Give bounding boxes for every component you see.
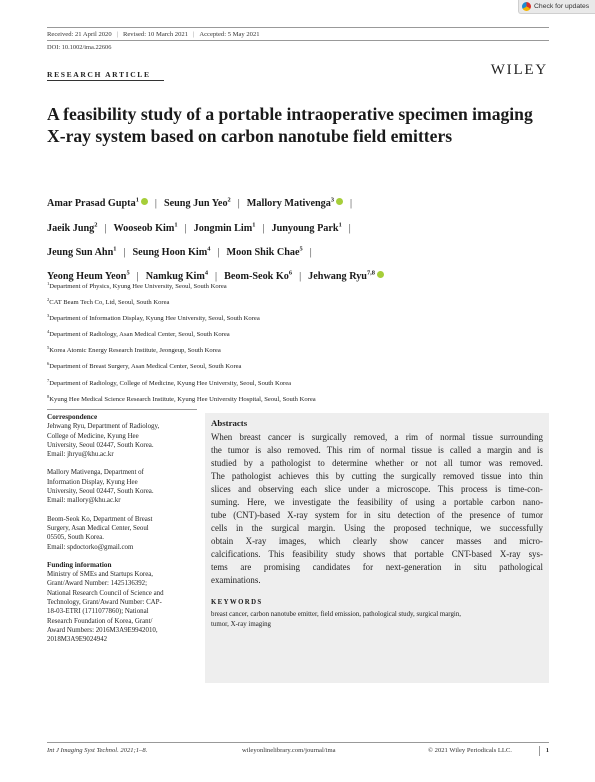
author-affiliation-ref: 1 — [252, 221, 256, 229]
abstract-word: whether — [374, 457, 404, 468]
abstract-word: show — [389, 535, 409, 546]
abstract-word: the — [338, 496, 350, 507]
abstract-word: X-ray — [287, 509, 308, 520]
correspondence-block — [47, 468, 197, 505]
abstract-word: to — [317, 457, 325, 468]
correspondence-line: Beom-Seok Ko, Department of Breast — [47, 515, 153, 523]
correspondence-line: 05505, South Korea. — [47, 534, 105, 542]
publisher-logo: WILEY — [490, 62, 548, 78]
affiliation-text: Department of Information Display, Kyung Hee University, Seoul, South Korea — [49, 315, 260, 323]
author-separator: | — [350, 198, 353, 210]
correspondence-line: Email: mallory@khu.ac.kr — [47, 497, 121, 505]
keywords-line: breast cancer, carbon nanotube emitter, field emission, pathological study, surgical margin, — [211, 610, 461, 618]
accepted-date: Accepted: 5 May 2021 — [199, 31, 260, 38]
affiliation-text: Kyung Hee Medical Science Research Institute, Kyung Hee University Hospital, Seoul, South Korea — [49, 395, 316, 403]
affiliation-item — [47, 278, 547, 294]
author-affiliation-ref: 5 — [126, 269, 130, 277]
abstract-word: pathologist — [271, 457, 311, 468]
sidebar — [47, 409, 197, 645]
author-affiliation-ref: 4 — [204, 269, 209, 277]
abstract-word: which — [318, 535, 341, 546]
keywords-line: tumor, X-ray imaging — [211, 620, 272, 628]
abstract-word: This — [437, 483, 454, 494]
abstract-word: study — [335, 548, 356, 559]
abstract-line — [211, 483, 543, 496]
abstract-word: slices — [211, 483, 231, 494]
author-name[interactable]: Seung Hoon Kim$^4$ — [132, 245, 211, 258]
funding-heading: Funding information — [47, 560, 112, 569]
funding-line: Grant/Award Number: 1425136392; — [47, 580, 148, 588]
abstract-word: of — [425, 432, 433, 442]
abstract-word: X-ray — [245, 535, 267, 546]
affiliation-number: 7 — [47, 377, 50, 383]
abstract-word: the — [373, 522, 385, 533]
abstract-word: that — [393, 548, 407, 559]
correspondence — [47, 422, 197, 552]
abstract-word: is — [255, 444, 262, 455]
affiliation-number: 8 — [47, 393, 50, 399]
abstract-word: tumor — [227, 444, 250, 455]
abstract-word: for — [346, 509, 357, 520]
author-affiliation-ref: 5 — [299, 245, 303, 253]
abstract-word: tissue — [472, 432, 493, 442]
top-rule — [47, 27, 549, 28]
abstract-word: a — [442, 496, 447, 507]
abstract-word: removed. — [287, 444, 321, 455]
affiliation-item — [47, 358, 547, 374]
author-name[interactable]: Amar Prasad Gupta$^1$ — [47, 198, 148, 209]
abstract-word: is — [537, 444, 543, 455]
author-list — [47, 191, 547, 291]
abstract-word: determine — [332, 457, 368, 468]
date-separator: | — [193, 31, 195, 38]
abstract-word: by — [243, 457, 253, 468]
abstract-word: feasibility — [357, 496, 393, 507]
correspondence-line: University, Seoul 02447, South Korea. — [47, 488, 154, 496]
abstract-word: cancer — [268, 432, 292, 442]
copyright: © 2021 Wiley Periodicals LLC. — [428, 747, 512, 754]
abstract-word: are — [240, 561, 252, 572]
abstract-word: suming. — [211, 496, 240, 507]
abstract-word: This — [268, 548, 285, 559]
abstract-line — [211, 561, 543, 574]
abstract-word: This — [326, 444, 343, 455]
abstract-word: tems — [211, 561, 228, 572]
history-dates — [47, 31, 260, 38]
abstract-word: investigate — [292, 496, 331, 507]
correspondence-block — [47, 422, 197, 459]
abstract-word: nano- — [522, 496, 543, 507]
abstract-word: we — [480, 522, 491, 533]
abstract-word: microscope. — [387, 483, 431, 494]
funding-line: Award Numbers: 2016M3A9E9942010, — [47, 626, 158, 634]
abstract-word: removed, — [353, 432, 388, 442]
abstract-word: using — [415, 496, 435, 507]
abstract-word: by — [335, 470, 345, 481]
abstract-line — [211, 444, 543, 457]
abstract-text — [211, 431, 543, 587]
abstract-word: for — [362, 561, 374, 572]
author-name[interactable]: Moon Shik Chae$^5$ — [226, 245, 303, 258]
abstract-line — [211, 522, 543, 535]
abstract-word: sys- — [528, 548, 543, 559]
abstract-word: all — [443, 457, 453, 468]
abstract-word: breast — [239, 432, 261, 442]
date-separator: | — [116, 31, 118, 38]
doi[interactable]: DOI: 10.1002/ima.22606 — [47, 44, 112, 51]
correspondence-line: University, Seoul 02447, South Korea. — [47, 441, 154, 449]
abstract-word: X-ray — [499, 548, 521, 559]
correspondence-line: Surgery, Asan Medical Center, Seoul — [47, 524, 149, 532]
author-line — [47, 215, 547, 239]
abstract-word: tumor — [460, 457, 482, 468]
footer-rule — [47, 742, 549, 743]
abstract-word: into — [508, 470, 523, 481]
affiliation-item — [47, 391, 547, 407]
abstract-word: portable — [414, 548, 444, 559]
abstract-word: in — [454, 561, 461, 572]
affiliation-number: 5 — [47, 345, 50, 351]
abstract-word: carbon — [490, 496, 515, 507]
abstract-word: under — [348, 483, 369, 494]
abstract-line — [211, 496, 543, 509]
keywords-heading: KEYWORDS — [211, 598, 263, 606]
abstract-word: margin. — [308, 522, 336, 533]
abstract-word: process — [460, 483, 488, 494]
affiliation-text: CAT Beam Tech Co, Ltd, Seoul, South Korea — [49, 299, 170, 307]
abstract-word: The — [211, 470, 225, 481]
correspondence-line: Information Display, Kyung Hee — [47, 478, 138, 486]
abstract-word: and — [518, 444, 531, 455]
abstract-word: cutting — [351, 470, 377, 481]
author-name[interactable]: Jaeik Jung$^2$ — [47, 221, 98, 234]
correspondence-line: Jehwang Ryu, Department of Radiology, — [47, 423, 160, 431]
abstract-line — [211, 431, 543, 444]
abstract-word: also — [267, 444, 282, 455]
abstract-word: we — [274, 496, 285, 507]
abstract-word: a — [375, 483, 380, 494]
author-affiliation-ref: 6 — [288, 269, 293, 277]
abstract-word: normal — [380, 444, 406, 455]
abstract-word: a — [477, 444, 482, 455]
author-name[interactable]: Seung Jun Yeo$^2$ — [163, 197, 231, 210]
author-name[interactable]: Junyoung Park$^1$ — [271, 221, 342, 234]
abstract-word: and — [238, 483, 251, 494]
abstract-word: rim — [348, 444, 361, 455]
author-name[interactable]: Jeung Sun Ahn$^1$ — [47, 245, 117, 258]
author-line — [47, 239, 547, 263]
author-affiliation-ref: 1 — [113, 245, 117, 253]
abstract-word: a — [394, 432, 399, 442]
affiliation-text: Department of Breast Surgery, Asan Medical Center, Seoul, South Korea — [49, 363, 242, 371]
affiliation-text: Korea Atomic Energy Research Institute, Jeongeup, South Korea — [49, 347, 221, 355]
abstract-line — [211, 548, 543, 561]
author-line — [47, 191, 547, 215]
abstract-word: cells — [211, 522, 228, 533]
abstract-word: detection — [397, 509, 431, 520]
abstract-word: thin — [529, 470, 543, 481]
abstract-line — [211, 457, 543, 470]
abstract-box — [205, 413, 549, 683]
abstract-word: surgical — [271, 522, 300, 533]
check-for-updates-label: Check for updates — [534, 3, 590, 10]
correspondence-line: Email: jhryu@khu.ac.kr — [47, 451, 114, 459]
abstract-word: is — [437, 444, 444, 455]
abstract-word: rim — [405, 432, 419, 442]
abstract-word: Here, — [247, 496, 267, 507]
author-affiliation-ref: 4 — [207, 245, 211, 253]
abstract-word: and — [493, 535, 507, 546]
affiliation-number: 6 — [47, 361, 50, 367]
abstract-word: presence — [469, 509, 501, 520]
affiliation-number: 3 — [47, 313, 50, 319]
abstract-word: time-con- — [508, 483, 543, 494]
keywords — [211, 610, 543, 630]
abstract-word: was — [488, 457, 503, 468]
abstract-word: normal — [440, 432, 466, 442]
abstract-word: tumor — [521, 509, 543, 520]
author-separator: | — [237, 198, 240, 210]
abstract-word: successfully — [499, 522, 543, 533]
author-affiliation-ref: 2 — [94, 221, 98, 229]
orcid-icon[interactable] — [336, 198, 343, 205]
abstract-word: in — [236, 522, 243, 533]
crossmark-icon — [522, 2, 531, 11]
author-separator: | — [215, 270, 218, 282]
abstract-word: the — [383, 470, 395, 481]
orcid-icon[interactable] — [377, 271, 384, 278]
abstract-word: studied — [211, 457, 237, 468]
abstract-word: images, — [278, 535, 307, 546]
correspondence-block — [47, 515, 197, 552]
author-affiliation-ref: 1 — [135, 197, 139, 204]
abstract-word: removed — [443, 470, 475, 481]
abstract-word: the — [451, 509, 463, 520]
abstract-word: of — [400, 496, 408, 507]
abstract-word: micro- — [519, 535, 543, 546]
article-type: RESEARCH ARTICLE — [47, 70, 151, 79]
author-name[interactable]: Jongmin Lim$^1$ — [193, 221, 256, 234]
abstract-word: masses — [456, 535, 482, 546]
received-date: Received: 21 April 2020 — [47, 31, 112, 38]
affiliation-text: Department of Radiology, College of Medicine, Kyung Hee University, Seoul, South Korea — [49, 379, 292, 387]
funding-line: Technology, Grant/Award Number: CAP- — [47, 599, 162, 607]
dates-rule — [47, 40, 549, 41]
correspondence-heading: Correspondence — [47, 413, 98, 421]
abstract-word: surgically — [401, 470, 436, 481]
author-name[interactable]: Wooseob Kim$^1$ — [113, 221, 178, 234]
abstract-word: clearly — [352, 535, 377, 546]
abstract-line — [211, 535, 543, 548]
journal-url[interactable]: wileyonlinelibrary.com/journal/ima — [242, 747, 336, 754]
affiliation-number: 4 — [47, 329, 50, 335]
journal-citation: Int J Imaging Syst Technol. 2021;1–8. — [47, 747, 148, 754]
author-separator: | — [309, 246, 312, 258]
orcid-icon[interactable] — [141, 198, 148, 205]
sidebar-rule — [47, 409, 197, 410]
affiliation-number: 2 — [47, 297, 50, 303]
author-separator: | — [104, 222, 107, 234]
author-separator: | — [123, 246, 126, 258]
abstract-word: Using — [343, 522, 366, 533]
author-name[interactable]: Mallory Mativenga$^3$ — [247, 198, 343, 209]
abstract-word: of — [507, 509, 515, 520]
funding-line: Research Foundation of Korea, Grant/ — [47, 617, 153, 625]
abstract-word: not — [425, 457, 437, 468]
funding-line: National Research Council of Science and — [47, 589, 164, 597]
abstract-word: feasibility — [292, 548, 328, 559]
funding-line: Ministry of SMEs and Startups Korea, — [47, 571, 154, 579]
article-type-underline — [47, 80, 164, 81]
abstract-word: CNT-based — [451, 548, 492, 559]
author-name[interactable]: Jehwang Ryu$^{7,8}$ — [308, 271, 384, 282]
affiliation-item — [47, 375, 547, 391]
abstract-line — [211, 470, 543, 483]
check-for-updates-button[interactable] — [518, 0, 595, 14]
author-affiliation-ref: 1 — [174, 221, 178, 229]
abstract-heading: Abstracts — [211, 418, 248, 428]
author-affiliation-ref: 2 — [227, 197, 231, 204]
abstract-word: situ — [377, 509, 391, 520]
author-separator: | — [348, 222, 351, 234]
abstract-word: obtain — [211, 535, 234, 546]
affiliations — [47, 278, 547, 407]
abstract-word: situ — [473, 561, 487, 572]
abstract-word: system — [314, 509, 340, 520]
abstract-word: of — [366, 444, 375, 455]
author-separator: | — [299, 270, 302, 282]
abstract-word: When — [211, 432, 233, 442]
abstract-word: next-generation — [385, 561, 442, 572]
correspondence-line: College of Medicine, Kyung Hee — [47, 432, 139, 440]
correspondence-line: Mallory Mativenga, Department of — [47, 469, 144, 477]
funding-information — [47, 570, 197, 644]
abstract-word: slice — [324, 483, 341, 494]
abstract-word: observing — [258, 483, 294, 494]
affiliation-text: Department of Physics, Kyung Hee University, Seoul, South Korea — [49, 283, 227, 291]
abstract-word: (CNT)-based — [233, 509, 281, 520]
abstract-word: tissue — [481, 470, 502, 481]
abstract-word: of — [437, 509, 445, 520]
abstract-word: pathologist — [231, 470, 272, 481]
affiliation-item — [47, 294, 547, 310]
author-name[interactable]: Yeong Heum Yeon$^5$ — [47, 269, 130, 282]
abstract-word: promising — [263, 561, 300, 572]
abstract-word: is — [495, 483, 501, 494]
correspondence-line: Email: spdoctorko@gmail.com — [47, 543, 134, 551]
abstract-word: the — [211, 444, 222, 455]
affiliation-item — [47, 326, 547, 342]
abstract-word: proposed — [393, 522, 427, 533]
funding-line: 18-03-ETRI (1711077860); National — [47, 608, 149, 616]
abstract-word: is — [298, 432, 305, 442]
footer-divider — [539, 746, 540, 756]
abstract-word: portable — [454, 496, 484, 507]
abstract-word: margin — [487, 444, 513, 455]
funding-line: 2018M3A9E9024942 — [47, 636, 108, 644]
abstract-word: pathological — [499, 561, 543, 572]
page-number: 1 — [545, 747, 549, 754]
abstract-word: surgically — [311, 432, 347, 442]
affiliation-item — [47, 342, 547, 358]
revised-date: Revised: 10 March 2021 — [122, 31, 188, 38]
abstract-word: technique, — [434, 522, 472, 533]
affiliation-item — [47, 310, 547, 326]
article-title: A feasibility study of a portable intraoperative specimen imaging X-ray system based on carbon nanotube field emitters — [47, 104, 533, 146]
abstract-word: removed. — [509, 457, 543, 468]
author-affiliation-ref: 7,8 — [366, 269, 375, 277]
abstract-word: this — [315, 470, 329, 481]
abstract-word: called — [449, 444, 472, 455]
author-separator: | — [262, 222, 265, 234]
abstract-word: each — [300, 483, 318, 494]
abstract-word: surrounding — [500, 432, 543, 442]
abstract-line: examinations. — [211, 574, 261, 585]
abstract-word: achieves — [278, 470, 309, 481]
author-name[interactable]: Beom-Seok Ko$^6$ — [224, 269, 293, 282]
affiliation-number: 1 — [47, 281, 50, 286]
abstract-word: shows — [363, 548, 386, 559]
abstract-word: tissue — [411, 444, 432, 455]
abstract-word: candidates — [312, 561, 351, 572]
abstract-line — [211, 509, 543, 522]
author-separator: | — [184, 222, 187, 234]
author-separator: | — [217, 246, 220, 258]
abstract-word: the — [251, 522, 263, 533]
abstract-word: in — [363, 509, 371, 520]
abstract-word: or — [410, 457, 419, 468]
author-affiliation-ref: 1 — [338, 221, 342, 229]
abstract-word: calcifications. — [211, 548, 261, 559]
author-affiliation-ref: 3 — [330, 197, 335, 204]
author-name[interactable]: Namkug Kim$^4$ — [145, 269, 209, 282]
abstract-word: cancer — [420, 535, 444, 546]
author-separator: | — [136, 270, 139, 282]
abstract-word: tube — [211, 509, 227, 520]
author-separator: | — [154, 198, 157, 210]
abstract-word: a — [260, 457, 264, 468]
affiliation-text: Department of Radiology, Asan Medical Center, Seoul, South Korea — [49, 331, 230, 339]
